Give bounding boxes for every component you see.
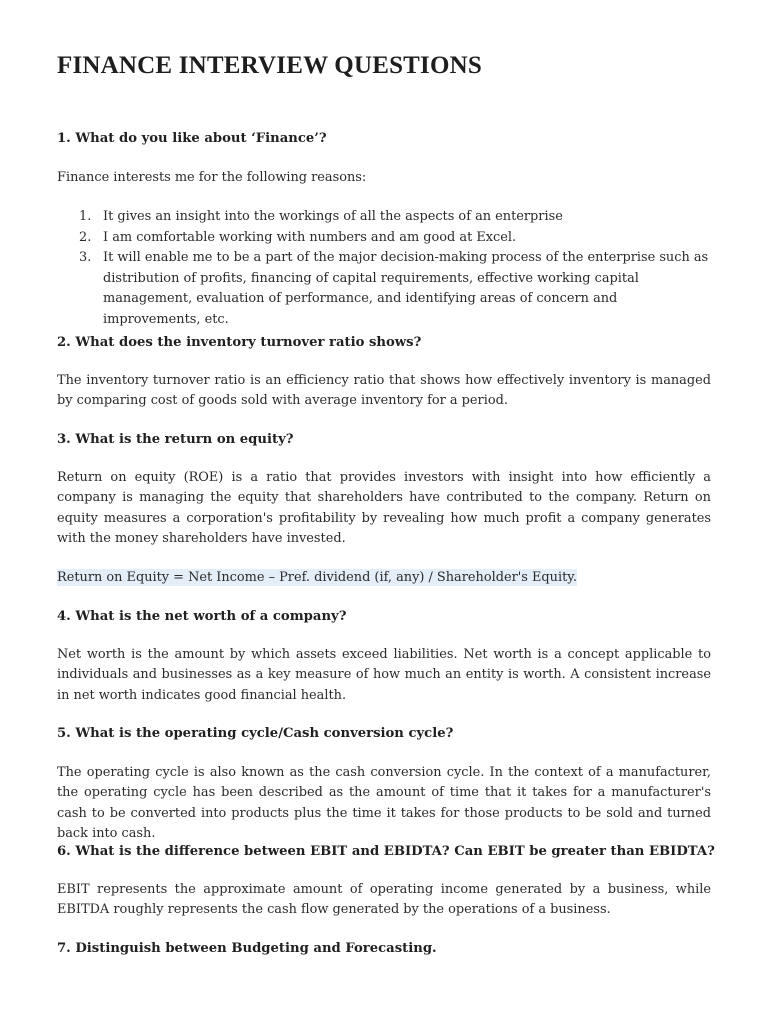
answer-1-intro: Finance interests me for the following reasons: (57, 170, 367, 185)
list-item (57, 248, 711, 330)
question-6: 6. What is the difference between EBIT and EBIDTA? Can EBIT be greater than EBIDTA? (57, 844, 715, 859)
answer-4: Net worth is the amount by which assets exceed liabilities. Net worth is a concept applicable to individuals and businesses as a key measure of how much an entity is worth. A consistent increase in net worth indicates good financial health. (57, 647, 711, 703)
question-2: 2. What does the inventory turnover ratio shows? (57, 335, 422, 350)
answer-6: EBIT represents the approximate amount of operating income generated by a business, while EBITDA roughly represents the cash flow generated by the operations of a business. (57, 882, 711, 918)
roe-formula-highlight: Return on Equity = Net Income – Pref. dividend (if, any) / Shareholder's Equity. (57, 570, 577, 585)
list-item-number: 2. (79, 229, 92, 245)
question-7: 7. Distinguish between Budgeting and Forecasting. (57, 941, 437, 956)
answer-2: The inventory turnover ratio is an efficiency ratio that shows how effectively inventory is managed by comparing cost of goods sold with average inventory for a period. (57, 373, 711, 409)
list-item-text: It will enable me to be a part of the major decision-making process of the enterprise such as distribution of profits, financing of capital requirements, effective working capital management, evaluation of performance, and identifying areas of concern and improvements, etc. (103, 250, 709, 327)
roe-formula (57, 568, 711, 588)
answer-5: The operating cycle is also known as the cash conversion cycle. In the context of a manufacturer, the operating cycle has been described as the amount of time that it takes for a manufacturer's cash to be converted into products plus the time it takes for those products to be sold and turned back into cash. (57, 765, 711, 841)
list-item-text: I am comfortable working with numbers and am good at Excel. (103, 229, 517, 245)
list-item-number: 1. (79, 209, 92, 224)
list-item-text: It gives an insight into the workings of all the aspects of an enterprise (103, 209, 563, 224)
list-item (57, 228, 711, 249)
answer-3: Return on equity (ROE) is a ratio that provides investors with insight into how efficiently a company is managing the equity that shareholders have contributed to the company. Return on equity measures a corporation's profitability by revealing how much profit a company generates with the money shareholders have invested. (57, 470, 711, 546)
list-item (57, 207, 711, 228)
list-item-number: 3. (79, 250, 92, 265)
question-3: 3. What is the return on equity? (57, 432, 294, 447)
question-4: 4. What is the net worth of a company? (57, 609, 347, 624)
question-5: 5. What is the operating cycle/Cash conversion cycle? (57, 726, 454, 741)
reasons-list (57, 207, 711, 330)
page-title: FINANCE INTERVIEW QUESTIONS (57, 52, 482, 79)
question-1: 1. What do you like about ‘Finance’? (57, 131, 327, 146)
